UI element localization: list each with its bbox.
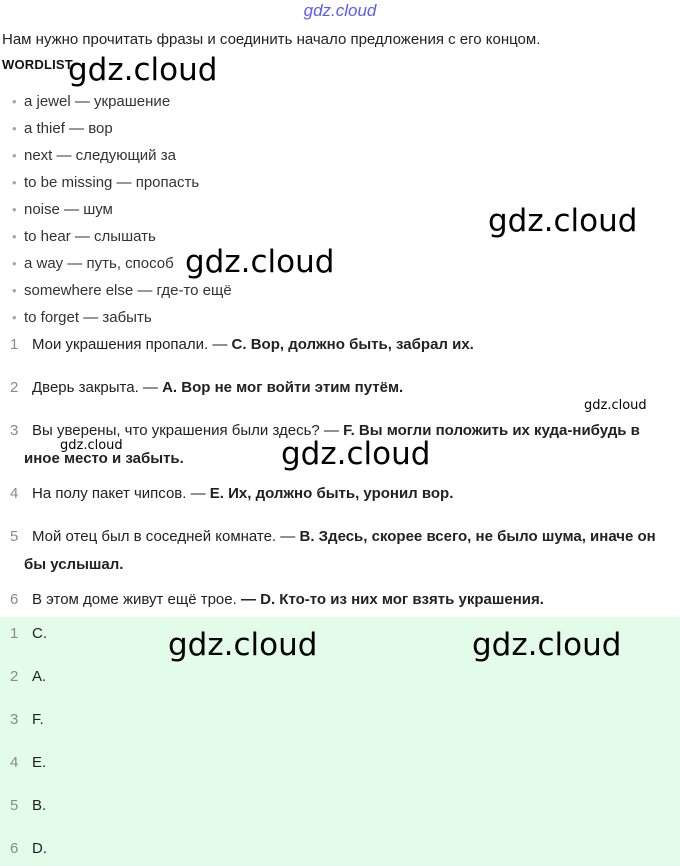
wordlist-item: • to forget — забыть — [12, 309, 152, 326]
answer-number: 3 — [10, 711, 19, 728]
answer-letter: C. — [32, 625, 47, 642]
bullet-icon: • — [12, 283, 17, 298]
question-row — [10, 379, 403, 396]
answer-row — [10, 711, 44, 728]
answer-row — [10, 840, 47, 857]
answer-letter: A. — [32, 668, 47, 685]
wordlist-item: • a thief — вор — [12, 120, 113, 137]
answer-row — [10, 625, 47, 642]
answer-number: 6 — [10, 840, 19, 857]
wordlist-item: • somewhere else — где-то ещё — [12, 282, 232, 299]
question-row — [10, 336, 474, 353]
wordlist-item: • a way — путь, способ — [12, 255, 174, 272]
wordlist-heading: WORDLIST — [2, 57, 73, 72]
answer-number: 5 — [10, 797, 19, 814]
answer-row — [10, 668, 46, 685]
question-answer: F. Вы могли положить их куда-нибудь в — [343, 422, 640, 439]
question-number: 5 — [10, 528, 19, 545]
question-text: На полу пакет чипсов. — — [32, 485, 210, 502]
bullet-icon: • — [12, 94, 17, 109]
bullet-icon: • — [12, 229, 17, 244]
wordlist-item: • to be missing — пропасть — [12, 174, 200, 191]
wordlist-item: • to hear — слышать — [12, 228, 156, 245]
question-row — [10, 485, 453, 502]
bullet-icon: • — [12, 121, 17, 136]
answer-row — [10, 754, 46, 771]
question-number: 6 — [10, 591, 19, 608]
answer-row — [10, 797, 46, 814]
question-answer: — D. Кто-то из них мог взять украшения. — [240, 591, 544, 608]
bullet-icon: • — [12, 256, 17, 271]
question-answer-continuation: бы услышал. — [24, 556, 124, 573]
bullet-icon: • — [12, 148, 17, 163]
bullet-icon: • — [12, 202, 17, 217]
question-answer: E. Их, должно быть, уронил вор. — [209, 485, 454, 502]
question-number: 1 — [10, 336, 19, 353]
watermark: gdz.cloud — [68, 52, 218, 88]
bullet-icon: • — [12, 175, 17, 190]
question-answer-continuation: иное место и забыть. — [24, 450, 184, 467]
answer-number: 4 — [10, 754, 19, 771]
watermark: gdz.cloud — [584, 398, 647, 413]
watermark: gdz.cloud — [60, 438, 123, 453]
question-text: В этом доме живут ещё трое. — [32, 591, 241, 608]
question-text: Мой отец был в соседней комнате. — — [32, 528, 300, 545]
watermark: gdz.cloud — [185, 244, 335, 280]
wordlist-item: • next — следующий за — [12, 147, 176, 164]
question-answer: A. Вор не мог войти этим путём. — [162, 379, 404, 396]
watermark: gdz.cloud — [168, 627, 318, 663]
answer-letter: B. — [32, 797, 47, 814]
question-number: 2 — [10, 379, 19, 396]
watermark: gdz.cloud — [281, 436, 431, 472]
answer-letter: D. — [32, 840, 47, 857]
question-row — [10, 528, 656, 545]
wordlist-item: • noise — шум — [12, 201, 113, 218]
question-number: 4 — [10, 485, 19, 502]
question-text: Дверь закрыта. — — [32, 379, 163, 396]
bullet-icon: • — [12, 310, 17, 325]
site-title[interactable]: gdz.cloud — [303, 1, 377, 20]
question-row — [10, 591, 544, 608]
answer-letter: F. — [32, 711, 44, 728]
question-answer: C. Вор, должно быть, забрал их. — [231, 336, 474, 353]
question-number: 3 — [10, 422, 19, 439]
task-instruction: Нам нужно прочитать фразы и соединить начало предложения с его концом. — [2, 31, 541, 48]
question-text: Мои украшения пропали. — — [32, 336, 232, 353]
watermark: gdz.cloud — [488, 203, 638, 239]
question-text: Вы уверены, что украшения были здесь? — — [32, 422, 344, 439]
answer-letter: E. — [32, 754, 47, 771]
answer-number: 1 — [10, 625, 19, 642]
question-answer: B. Здесь, скорее всего, не было шума, иначе он — [299, 528, 656, 545]
answer-number: 2 — [10, 668, 19, 685]
watermark: gdz.cloud — [472, 627, 622, 663]
wordlist-item: • a jewel — украшение — [12, 93, 171, 110]
